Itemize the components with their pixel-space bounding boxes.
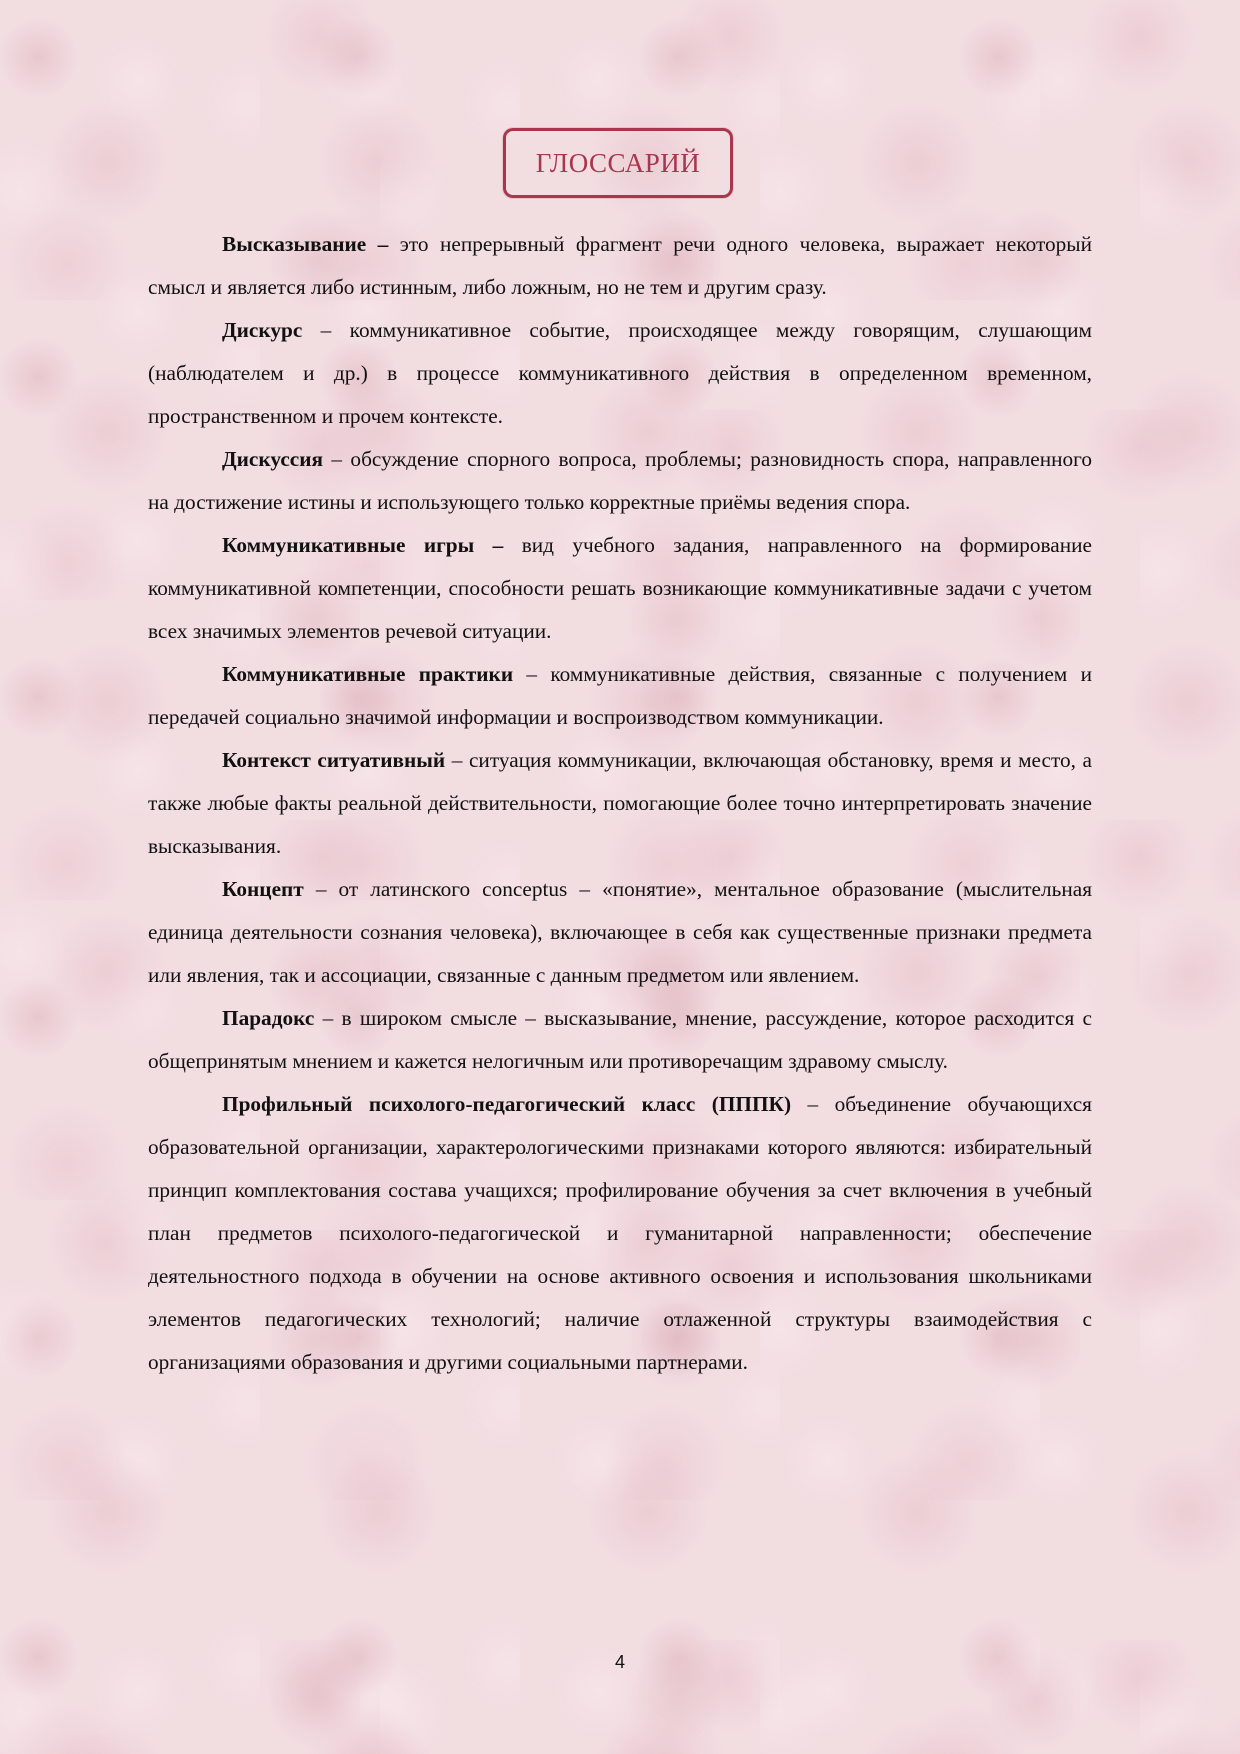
glossary-list [148, 223, 1092, 1384]
page-number: 4 [614, 1652, 625, 1672]
glossary-definition: – от латинского conceptus – «понятие», ментальное образование (мыслительная единица деятельности сознания человека), включающее в себя как существенные признаки предмета или явления, так и ассоциации, связанные с данным предметом или явлением. [148, 877, 1092, 987]
glossary-definition: – объединение обучающихся образовательной организации, характерологическими признаками которого являются: избирательный принцип комплектования состава учащихся; профилирование обучения за счет включения в учебный план предметов психолого-педагогической и гуманитарной направленности; обеспечение деятельностного подхода в обучении на основе активного освоения и использования школьниками элементов педагогических технологий; наличие отлаженной структуры взаимодействия с организациями образования и другими социальными партнерами. [148, 1092, 1092, 1374]
glossary-term: Дискурс [222, 318, 303, 342]
glossary-term: Профильный психолого-педагогический класс (ПППК) [222, 1092, 792, 1116]
glossary-entry [148, 223, 1092, 309]
glossary-term: Коммуникативные практики [222, 662, 514, 686]
glossary-entry [148, 1083, 1092, 1384]
glossary-title-frame [503, 128, 733, 198]
glossary-definition: – обсуждение спорного вопроса, проблемы; разновидность спора, направленного на достижение истины и использующего только корректные приёмы ведения спора. [148, 447, 1093, 514]
glossary-term: Высказывание – [222, 232, 389, 256]
glossary-entry [148, 524, 1092, 653]
glossary-entry [148, 739, 1092, 868]
glossary-entry [148, 868, 1092, 997]
page-title: ГЛОССАРИЙ [535, 147, 701, 178]
glossary-definition: – в широком смысле – высказывание, мнение, рассуждение, которое расходится с общепринятым мнением и кажется нелогичным или противоречащим здравому смыслу. [148, 1006, 1092, 1073]
glossary-term: Коммуникативные игры – [222, 533, 504, 557]
glossary-definition: – ситуация коммуникации, включающая обстановку, время и место, а также любые факты реальной действительности, помогающие более точно интерпретировать значение высказывания. [148, 748, 1093, 858]
glossary-definition: – коммуникативные действия, связанные с получением и передачей социально значимой информации и воспроизводством коммуникации. [148, 662, 1092, 729]
glossary-entry [148, 653, 1092, 739]
glossary-entry [148, 309, 1092, 438]
glossary-term: Контекст ситуативный [222, 748, 446, 772]
glossary-entry [148, 438, 1092, 524]
glossary-entry [148, 997, 1092, 1083]
glossary-term: Концепт [222, 877, 304, 901]
glossary-definition: это непрерывный фрагмент речи одного человека, выражает некоторый смысл и является либо истинным, либо ложным, но не тем и другим сразу. [148, 232, 1093, 299]
glossary-term: Парадокс [222, 1006, 315, 1030]
glossary-term: Дискуссия [222, 447, 324, 471]
glossary-definition: вид учебного задания, направленного на формирование коммуникативной компетенции, способности решать возникающие коммуникативные задачи с учетом всех значимых элементов речевой ситуации. [148, 533, 1093, 643]
glossary-definition: – коммуникативное событие, происходящее между говорящим, слушающим (наблюдателем и др.) в процессе коммуникативного действия в определенном временном, пространственном и прочем контексте. [148, 318, 1092, 428]
